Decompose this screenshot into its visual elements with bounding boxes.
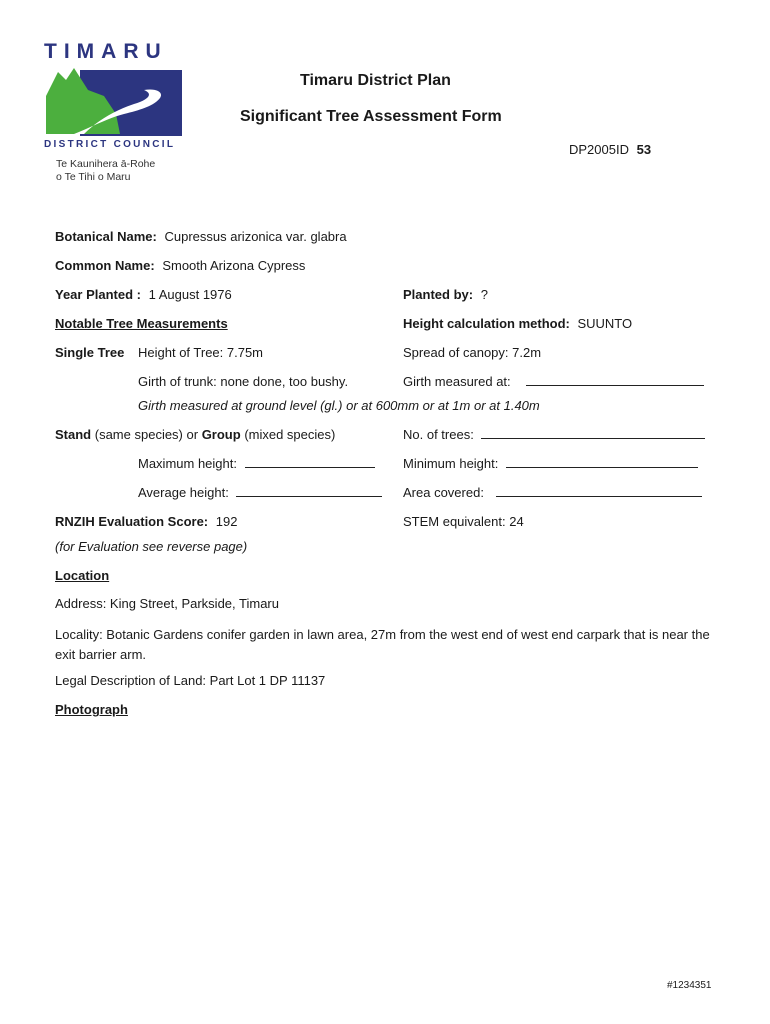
height-method-value: SUUNTO — [577, 316, 633, 331]
planted-by-label: Planted by: — [403, 287, 474, 302]
logo-maori-line1: Te Kaunihera ā-Rohe — [56, 158, 156, 170]
max-height-row — [138, 456, 375, 472]
logo-council-text: DISTRICT COUNCIL — [44, 139, 176, 150]
rnzih-label: RNZIH Evaluation Score: — [55, 514, 209, 529]
girth-measured-at-row — [403, 374, 704, 390]
document-subtitle: Significant Tree Assessment Form — [240, 108, 502, 125]
evaluation-note: (for Evaluation see reverse page) — [55, 539, 248, 554]
document-id: #1234351 — [667, 980, 712, 991]
photograph-heading: Photograph — [55, 702, 128, 717]
single-tree-label: Single Tree — [55, 345, 125, 360]
botanical-name-row — [55, 229, 347, 245]
dp-id-label: DP2005ID — [569, 142, 629, 157]
girth-measured-at-field[interactable] — [526, 374, 704, 386]
girth-measured-at-label: Girth measured at: — [403, 374, 511, 389]
min-height-field[interactable] — [506, 456, 698, 468]
council-logo — [44, 40, 184, 190]
min-height-label: Minimum height: — [403, 456, 499, 471]
rnzih-value: 192 — [215, 514, 238, 529]
avg-height-field[interactable] — [236, 485, 382, 497]
legal-description: Legal Description of Land: Part Lot 1 DP 11137 — [55, 673, 326, 688]
min-height-row — [403, 456, 698, 472]
common-name-label: Common Name: — [55, 258, 155, 273]
stem-equivalent: STEM equivalent: 24 — [403, 514, 524, 529]
year-planted-label: Year Planted : — [55, 287, 141, 302]
group-label: Group — [201, 427, 241, 442]
max-height-field[interactable] — [245, 456, 375, 468]
logo-brand-text: TIMARU — [44, 40, 168, 63]
group-mixed-text: (mixed species) — [244, 427, 336, 442]
common-name-value: Smooth Arizona Cypress — [162, 258, 306, 273]
area-covered-label: Area covered: — [403, 485, 484, 500]
year-planted-value: 1 August 1976 — [148, 287, 232, 302]
area-covered-field[interactable] — [496, 485, 702, 497]
botanical-name-label: Botanical Name: — [55, 229, 157, 244]
height-method-label: Height calculation method: — [403, 316, 570, 331]
height-of-tree: Height of Tree: 7.75m — [138, 345, 264, 360]
planted-by-value: ? — [480, 287, 488, 302]
logo-maori-line2: o Te Tihi o Maru — [56, 171, 131, 183]
logo-maori-text — [56, 158, 155, 184]
height-method-row — [403, 316, 632, 332]
planted-by-row — [403, 287, 488, 303]
stand-label: Stand — [55, 427, 92, 442]
document-title: Timaru District Plan — [300, 72, 451, 89]
girth-of-trunk: Girth of trunk: none done, too bushy. — [138, 374, 349, 389]
stand-group-row — [55, 427, 335, 443]
no-of-trees-row — [403, 427, 705, 443]
dp-id-value: 53 — [636, 142, 652, 157]
notable-measurements-heading: Notable Tree Measurements — [55, 316, 228, 331]
spread-of-canopy: Spread of canopy: 7.2m — [403, 345, 542, 360]
botanical-name-value: Cupressus arizonica var. glabra — [164, 229, 347, 244]
no-of-trees-field[interactable] — [481, 427, 705, 439]
girth-note: Girth measured at ground level (gl.) or at 600mm or at 1m or at 1.40m — [138, 398, 540, 413]
no-of-trees-label: No. of trees: — [403, 427, 474, 442]
address: Address: King Street, Parkside, Timaru — [55, 596, 279, 611]
locality: Locality: Botanic Gardens conifer garden in lawn area, 27m from the west end of west end carpark that is near the exit barrier arm. — [55, 627, 710, 662]
avg-height-label: Average height: — [138, 485, 229, 500]
dp-id — [569, 142, 651, 158]
stand-same-text: (same species) or — [94, 427, 199, 442]
avg-height-row — [138, 485, 382, 501]
rnzih-row — [55, 514, 237, 530]
area-covered-row — [403, 485, 702, 501]
max-height-label: Maximum height: — [138, 456, 237, 471]
mountain-river-logo-icon — [44, 66, 184, 138]
location-heading: Location — [55, 568, 110, 583]
common-name-row — [55, 258, 305, 274]
year-planted-row — [55, 287, 232, 303]
